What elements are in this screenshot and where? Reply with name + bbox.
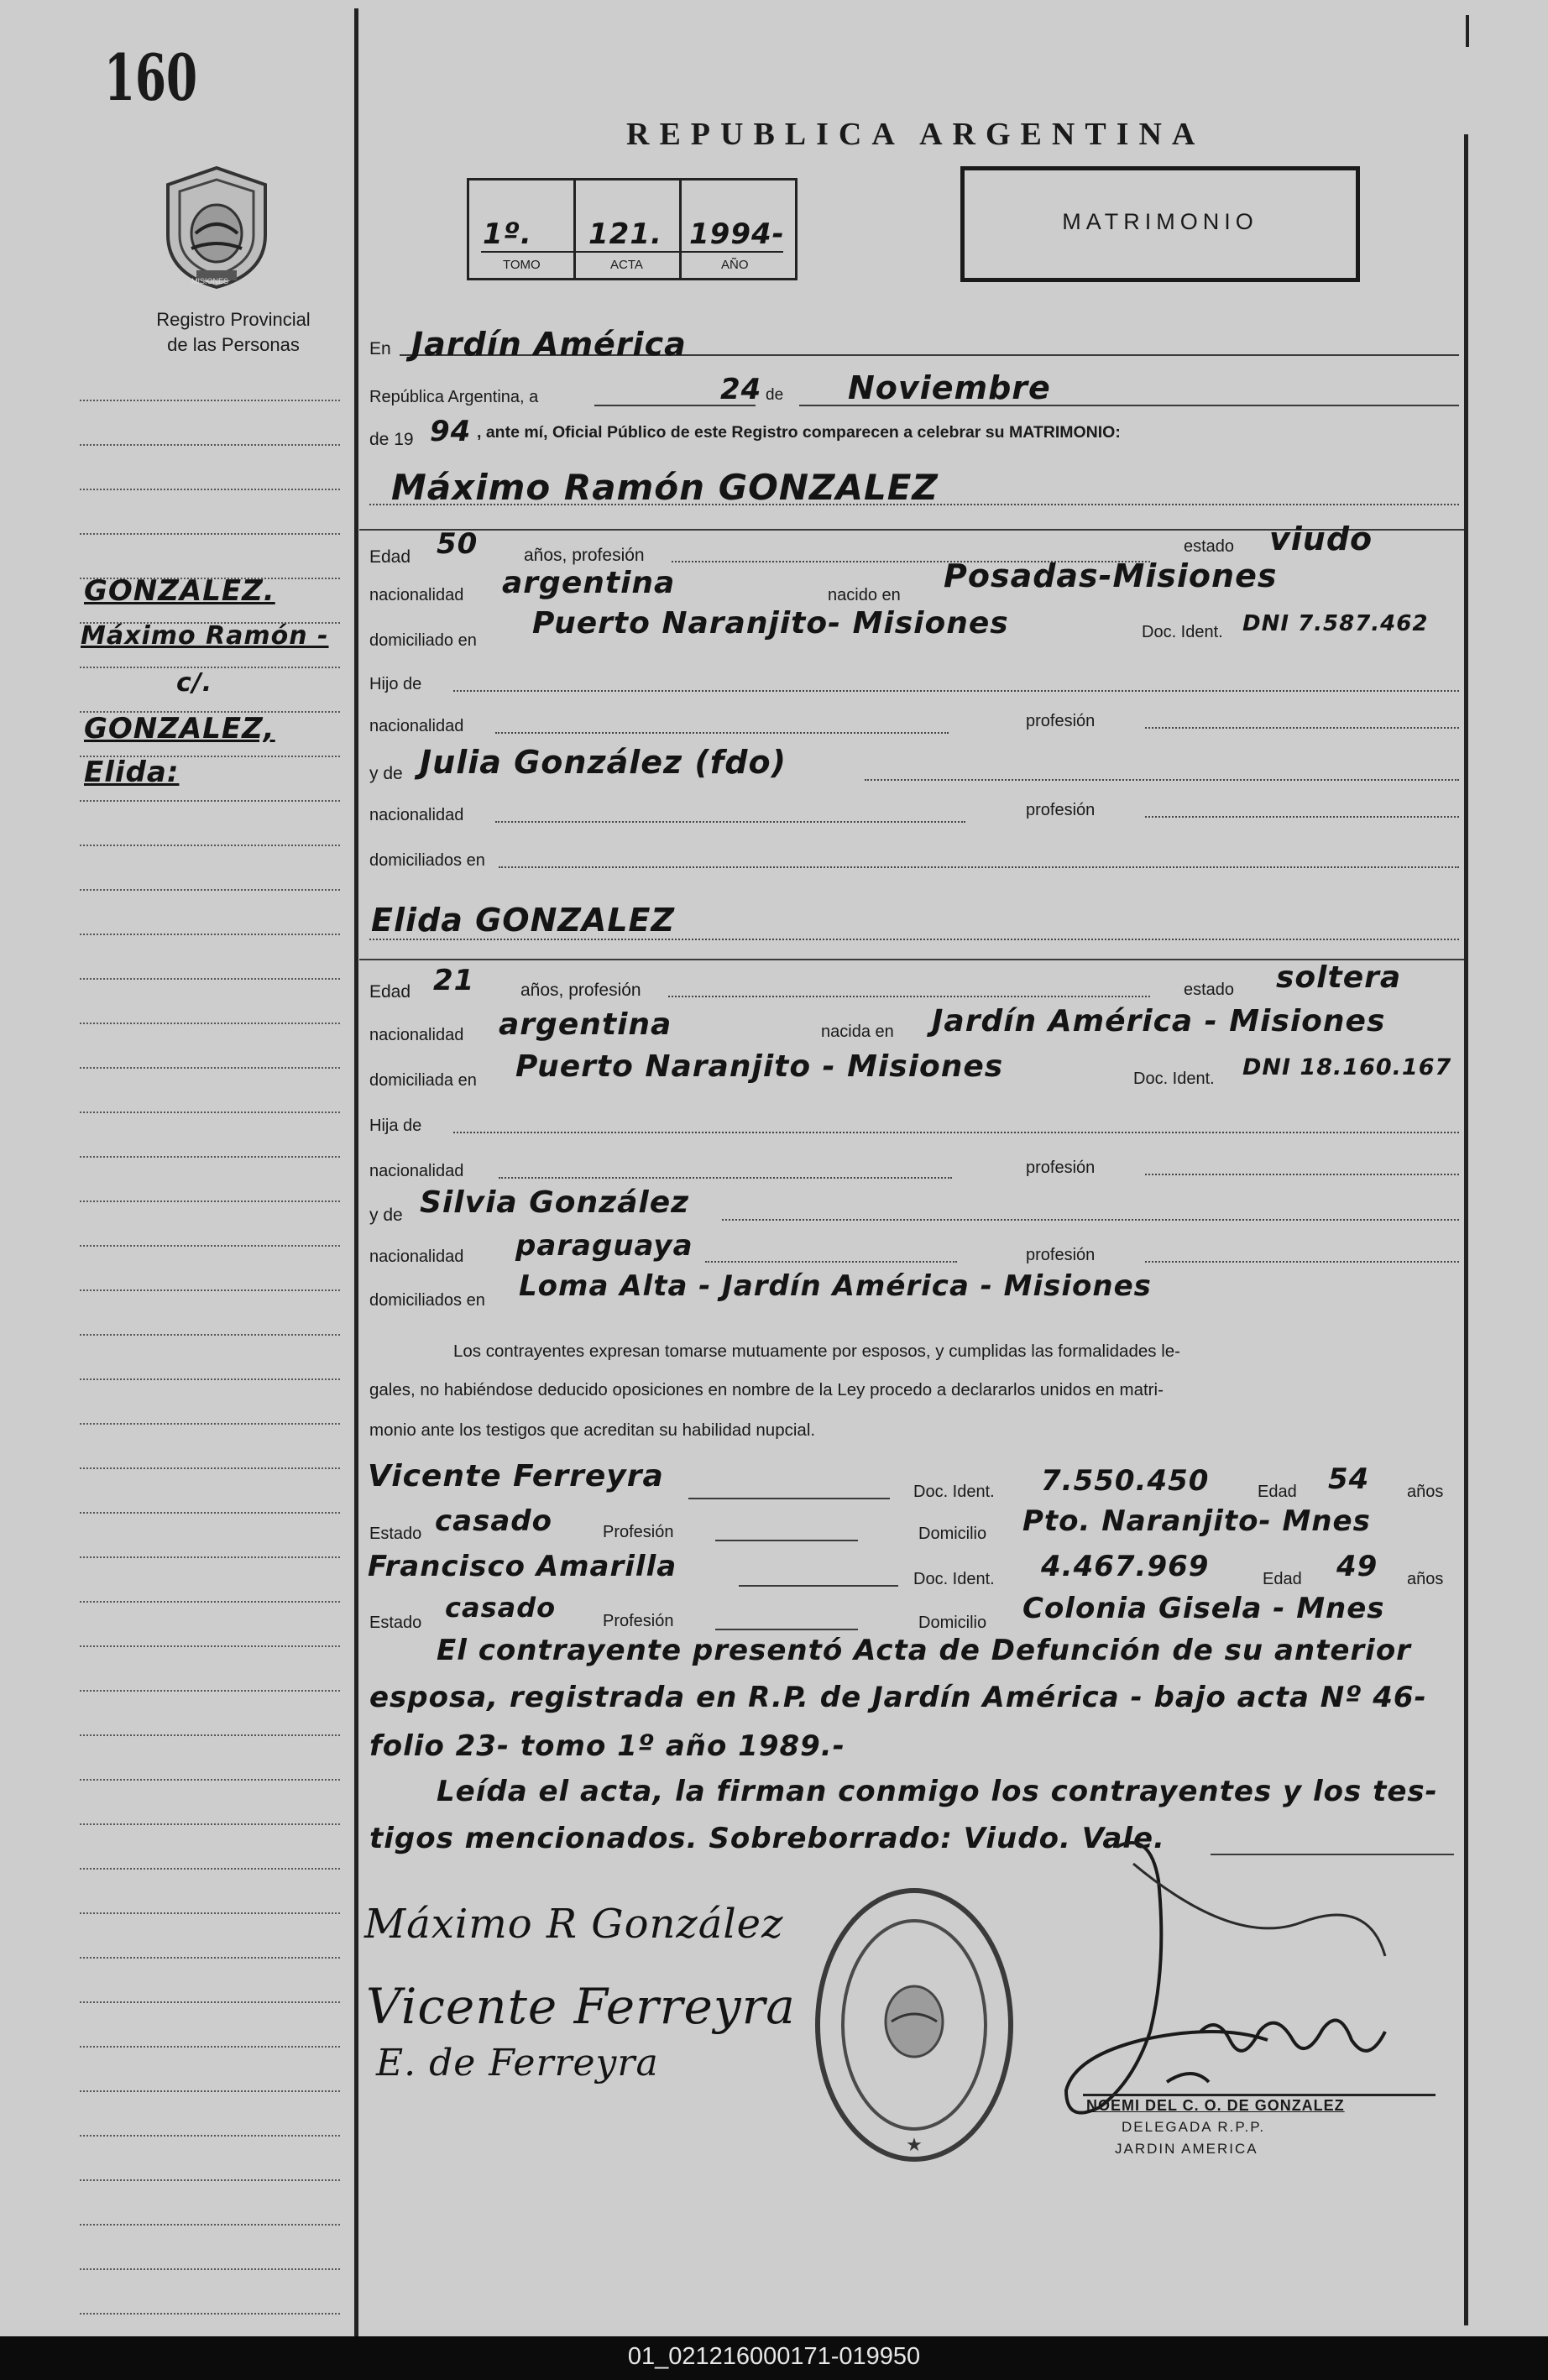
bride-father-line [453,1132,1459,1133]
acta-value: 121. [588,217,662,251]
bride-domiciliada-label: domiciliada en [369,1071,477,1090]
groom-father-prof-line [1145,727,1459,729]
groom-estado: viudo [1269,520,1373,557]
margin-rule [80,978,340,980]
margin-rule [80,2313,340,2315]
note-line3: folio 23- tomo 1º año 1989.- [369,1729,845,1763]
groom-estado-label: estado [1184,537,1235,556]
margin-rule [80,1601,340,1603]
groom-mother-prof-line [1145,816,1459,818]
groom-domiciliado-label: domiciliado en [369,631,477,650]
groom-father-line [453,690,1459,692]
declaration-line2: gales, no habiéndose deducido oposiciones en nombre de la Ley procedo a declararlos unidos en matri- [369,1380,1164,1399]
note-line1: El contrayente presentó Acta de Defunción de su anterior [437,1634,1411,1667]
witness1-edad-label: Edad [1258,1483,1297,1501]
witness2-age: 49 [1336,1550,1378,1583]
bride-domicile: Puerto Naranjito - Misiones [515,1049,1004,1084]
groom-doc-label: Doc. Ident. [1142,623,1223,641]
bride-doc-label: Doc. Ident. [1133,1070,1215,1088]
bride-mother-nat-line [705,1261,957,1263]
intro-statement: , ante mí, Oficial Público de este Registro comparecen a celebrar su MATRIMONIO: [477,423,1121,442]
bride-nationality: argentina [499,1007,672,1042]
groom-doc: DNI 7.587.462 [1242,611,1429,636]
witness1-name: Vicente Ferreyra [368,1459,664,1493]
margin-rule [80,2046,340,2048]
margin-rule [80,2135,340,2137]
groom-mother-line [865,779,1459,781]
ano-label: AÑO [721,258,749,272]
groom-anos-profesion-label: años, profesión [524,546,645,565]
margin-note-line5: Elida: [84,756,180,789]
province-seal-icon [158,165,275,290]
margin-rule [80,1645,340,1647]
witness1-doc: 7.550.450 [1041,1464,1210,1498]
margin-rule [80,1423,340,1425]
bride-birthplace: Jardín América - Misiones [932,1004,1386,1038]
witness2-anos-label: años [1407,1570,1444,1588]
margin-rule [80,1690,340,1692]
registry-name-line2: de las Personas [167,334,300,355]
witness2-estado: casado [445,1592,557,1624]
margin-rule [80,1868,340,1870]
groom-edad-label: Edad [369,547,411,567]
margin-rule [80,489,340,490]
footer-id: 01_021216000171-019950 [627,2343,921,2370]
groom-name: Máximo Ramón GONZALEZ [391,467,939,508]
official-name-underline [1083,2094,1436,2096]
margin-note-line2: Máximo Ramón - [81,621,329,651]
bride-y-de-label: y de [369,1206,403,1225]
year-prefix: de 19 [369,430,414,449]
groom-domicile: Puerto Naranjito- Misiones [532,606,1009,641]
margin-rule [80,444,340,446]
bride-father-prof-line [1145,1174,1459,1175]
groom-domiciliados-label: domiciliados en [369,851,485,870]
witness1-estado-label: Estado [369,1525,422,1543]
bride-name: Elida GONZALEZ [371,902,676,939]
margin-rule [80,889,340,891]
top-right-tick [1466,15,1469,47]
groom-father-nat-line [495,732,949,734]
bride-doc: DNI 18.160.167 [1242,1054,1452,1080]
margin-rule [80,533,340,535]
bride-profession-line [668,996,1150,997]
page-number: 160 [104,40,198,115]
day: 24 [720,373,762,406]
groom-father-prof-label: profesión [1026,712,1096,730]
witness2-doc-label: Doc. Ident. [913,1570,995,1588]
bride-nacionalidad-label: nacionalidad [369,1026,464,1044]
official-stamp-line1: NOEMI DEL C. O. DE GONZALEZ [1086,2097,1345,2114]
witness1-doc-label: Doc. Ident. [913,1483,995,1501]
bride-mother-nat-label: nacionalidad [369,1248,464,1266]
en-label: En [369,339,391,358]
bride-estado: soltera [1276,960,1402,995]
witness2-domicile: Colonia Gisela - Mnes [1022,1592,1385,1625]
margin-rule [80,1957,340,1959]
groom-y-de-label: y de [369,764,403,783]
footer-bar [0,2336,1548,2380]
witness1-domicilio-label: Domicilio [918,1525,987,1543]
groom-hijo-label: Hijo de [369,675,422,693]
witness2-domicilio-label: Domicilio [918,1614,987,1632]
year: 94 [430,415,472,448]
groom-nacido-label: nacido en [828,586,901,604]
margin-rule [80,1156,340,1158]
note-line4: Leída el acta, la firman conmigo los contrayentes y los tes- [437,1775,1438,1808]
margin-rule [80,1823,340,1825]
left-frame-line [354,8,358,2336]
bride-anos-profesion-label: años, profesión [520,981,641,1000]
margin-note-line1: GONZALEZ. [84,574,275,608]
margin-rule [80,934,340,935]
registry-name-line1: Registro Provincial [156,309,311,330]
signature-wife: E. de Ferreyra [376,2042,659,2084]
bride-edad-label: Edad [369,982,411,1002]
bride-mother: Silvia González [420,1185,690,1220]
witness1-age: 54 [1328,1462,1370,1496]
official-stamp-line3: JARDIN AMERICA [1115,2141,1258,2157]
declaration-line1: Los contrayentes expresan tomarse mutuamente por esposos, y cumplidas las formalidades le- [453,1342,1180,1361]
bride-estado-label: estado [1184,981,1235,999]
round-official-stamp-icon [809,1882,1019,2168]
bride-nacida-label: nacida en [821,1023,894,1041]
margin-rule [80,1512,340,1514]
margin-rule [80,1245,340,1247]
witness2-prof-line [715,1629,858,1630]
tomo-label: TOMO [503,258,541,272]
margin-rule [80,1112,340,1113]
groom-name-line [369,504,1459,505]
note-line5: tigos mencionados. Sobreborrado: Viudo. Vale. [369,1822,1165,1855]
witness1-anos-label: años [1407,1483,1444,1501]
official-stamp-line2: DELEGADA R.P.P. [1122,2119,1266,2135]
witness2-profesion-label: Profesión [603,1612,674,1630]
witness1-name-line [688,1498,890,1499]
de-label: de [766,386,784,404]
record-type: MATRIMONIO [1062,209,1258,234]
margin-rule [80,2001,340,2003]
right-frame-line [1464,134,1468,2325]
groom-age: 50 [437,527,479,561]
margin-rule [80,1289,340,1291]
signature-witness: Vicente Ferreyra [366,1978,796,2035]
groom-mother: Julia González (fdo) [420,744,787,781]
groom-mother-nat-line [495,821,965,823]
witness1-estado: casado [435,1504,552,1538]
bride-mother-prof-label: profesión [1026,1246,1096,1264]
declaration-line3: monio ante los testigos que acreditan su habilidad nupcial. [369,1420,816,1440]
margin-rule [80,1912,340,1914]
margin-rule [80,1734,340,1736]
witness1-domicile: Pto. Naranjito- Mnes [1022,1504,1371,1538]
margin-rule [80,1556,340,1558]
margin-rule [80,1200,340,1202]
margin-rule [80,1067,340,1069]
groom-nationality: argentina [502,566,676,600]
bride-domiciliados-label: domiciliados en [369,1291,485,1310]
margin-rule [80,1334,340,1336]
witness1-prof-line [715,1540,858,1541]
margin-note-line3: c/. [176,668,213,698]
tomo-acta-ano-box [467,178,798,280]
witness2-estado-label: Estado [369,1614,422,1632]
svg-text:★: ★ [906,2135,923,2156]
bride-father-nat-line [499,1177,952,1179]
bride-age: 21 [433,964,475,997]
header-title: REPUBLICA ARGENTINA [626,117,1205,152]
groom-father-nat-label: nacionalidad [369,717,464,735]
month: Noviembre [848,369,1051,406]
bride-name-line [369,939,1459,940]
groom-mother-nat-label: nacionalidad [369,806,464,824]
signature-groom: Máximo R González [364,1901,784,1948]
bride-father-prof-label: profesión [1026,1159,1096,1177]
margin-rule [80,1467,340,1469]
margin-rule [80,2224,340,2226]
margin-rule [80,2268,340,2270]
bride-mother-prof-line [1145,1261,1459,1263]
ano-value: 1994- [689,217,785,251]
margin-rule [80,800,340,802]
margin-rule [80,1023,340,1024]
bride-parents-domicile: Loma Alta - Jardín América - Misiones [519,1269,1152,1303]
margin-rule [80,400,340,401]
witness2-doc: 4.467.969 [1041,1550,1210,1583]
bride-hija-label: Hija de [369,1117,422,1135]
republica-label: República Argentina, a [369,388,539,406]
place: Jardín América [411,326,687,363]
witness2-name: Francisco Amarilla [368,1550,677,1583]
acta-label: ACTA [610,258,643,272]
witness2-edad-label: Edad [1263,1570,1302,1588]
note-line2: esposa, registrada en R.P. de Jardín América - bajo acta Nº 46- [369,1681,1427,1714]
margin-rule [80,2090,340,2092]
witness2-name-line [739,1585,898,1587]
record-type-box [960,166,1360,282]
margin-rule [80,845,340,846]
bride-mother-nationality: paraguaya [515,1229,693,1263]
margin-rule [80,2179,340,2181]
bride-mother-line [722,1219,1459,1221]
margin-rule [80,1779,340,1781]
groom-parents-domicile-line [499,866,1459,868]
seal-text-2: MISIONES [191,277,229,285]
margin-rule [80,1378,340,1380]
margin-note-line4: GONZALEZ, [84,712,275,745]
groom-mother-prof-label: profesión [1026,801,1096,819]
tomo-value: 1º. [483,217,532,251]
witness1-profesion-label: Profesión [603,1523,674,1541]
groom-birthplace: Posadas-Misiones [944,557,1278,594]
groom-nacionalidad-label: nacionalidad [369,586,464,604]
bride-father-nat-label: nacionalidad [369,1162,464,1180]
